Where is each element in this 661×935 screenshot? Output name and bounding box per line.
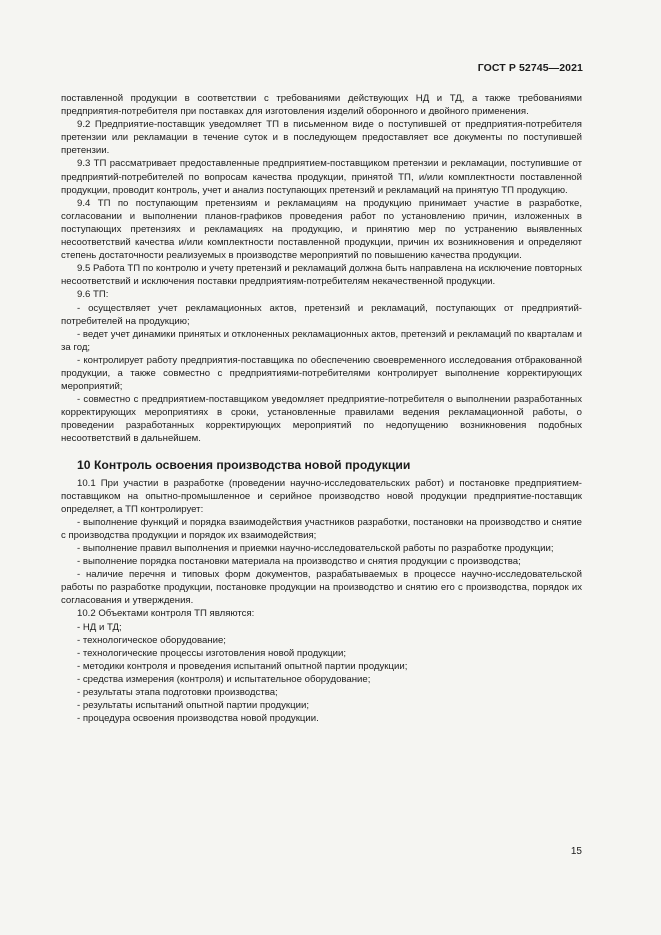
list-item: - наличие перечня и типовых форм документов, разрабатываемых в процессе научно-исследовательской работы по разработке продукции, постановке продукции на производство и снятию его с производства, порядок их согласования и утверждения. (61, 569, 582, 607)
list-item: - ведет учет динамики принятых и отклоненных рекламационных актов, претензий и рекламаций по кварталам и за год; (61, 328, 582, 353)
list-item: - методики контроля и проведения испытаний опытной партии продукции; (77, 660, 408, 672)
standard-id: ГОСТ Р 52745—2021 (477, 62, 583, 74)
list-item: - выполнение функций и порядка взаимодействия участников разработки, постановки на производство и снятие с производства продукции и порядок их взаимодействия; (61, 516, 582, 541)
paragraph-9-5: 9.5 Работа ТП по контролю и учету претензий и рекламаций должна быть направлена на исключение повторных несоответствий и исключения поставки предприятиям-потребителям некачественной продукции. (61, 263, 582, 288)
paragraph-9-3: 9.3 ТП рассматривает предоставленные предприятием-поставщиком претензии и рекламации, поступившие от предприятий-потребителей по вопросам качества продукции, принятой ТП, и/или комплектности поставленной продукции, проводит контроль, учет и анализ поступающих претензий и рекламаций на принятую ТП продукцию. (61, 158, 582, 196)
list-item: - результаты испытаний опытной партии продукции; (77, 700, 309, 712)
paragraph-9-6: 9.6 ТП: (77, 289, 109, 301)
list-item: - технологическое оборудование; (77, 634, 226, 646)
paragraph-9-4: 9.4 ТП по поступающим претензиям и рекламациям на продукцию принимает участие в разработке, согласовании и выполнении планов-графиков проведения работ по установлению причин, изложенных в поступающих претензиях и рекламациях на продукцию, и принятию мер по устранению выявленных несоответствий качества и/или комплектности поставленной продукции, причин их возникновения и определяют степень достаточности реализуемых в производстве мероприятий по повышению качества продукции. (61, 197, 582, 262)
list-item: - НД и ТД; (77, 621, 122, 633)
list-item: - технологические процессы изготовления новой продукции; (77, 647, 347, 659)
list-item: - выполнение правил выполнения и приемки научно-исследовательской работы по разработке продукции; (77, 543, 554, 554)
paragraph-10-2: 10.2 Объектами контроля ТП являются: (77, 608, 255, 620)
paragraph: поставленной продукции в соответствии с требованиями действующих НД и ТД, а также требованиями предприятия-потребителя при поставках для изготовления изделий оборонного и двойного применения. (61, 93, 582, 118)
document-body (61, 92, 582, 725)
list-item: - средства измерения (контроля) и испытательное оборудование; (77, 673, 371, 685)
page-number: 15 (570, 846, 582, 857)
list-item: - осуществляет учет рекламационных актов, претензий и рекламаций, поступающих от предприятий-потребителей на продукцию; (61, 302, 582, 327)
list-item: - результаты этапа подготовки производства; (77, 687, 278, 699)
section-heading: 10 Контроль освоения производства новой продукции (77, 457, 411, 472)
paragraph-10-1: 10.1 При участии в разработке (проведении научно-исследовательских работ) и постановке предприятием-поставщиком на опытно-промышленное и серийное производство новой продукции предприятие-поставщик определяет, а ТП контролирует: (61, 477, 582, 515)
list-item: - контролирует работу предприятия-поставщика по обеспечению своевременного исследования отбракованной продукции, а также совместно с предприятиями-потребителями контролирует выполнение корректирующих мероприятий; (61, 354, 582, 393)
list-item: - совместно с предприятием-поставщиком уведомляет предприятие-потребителя о выполнении разработанных корректирующих мероприятиях в сроки, установленные правилами ведения рекламационной работы, о проведении разработанных корректирующих мероприятий по недопущению возникновения подобных несоответствий в дальнейшем. (61, 394, 582, 445)
list-item: - выполнение порядка постановки материала на производство и снятия продукции с производства; (77, 556, 521, 568)
list-item: - процедура освоения производства новой продукции. (77, 713, 319, 725)
paragraph-9-2: 9.2 Предприятие-поставщик уведомляет ТП в письменном виде о поступившей от предприятия-потребителя претензии или рекламации в течение суток и в последующем предоставляет все документы по поступившей претензии. (61, 119, 582, 157)
